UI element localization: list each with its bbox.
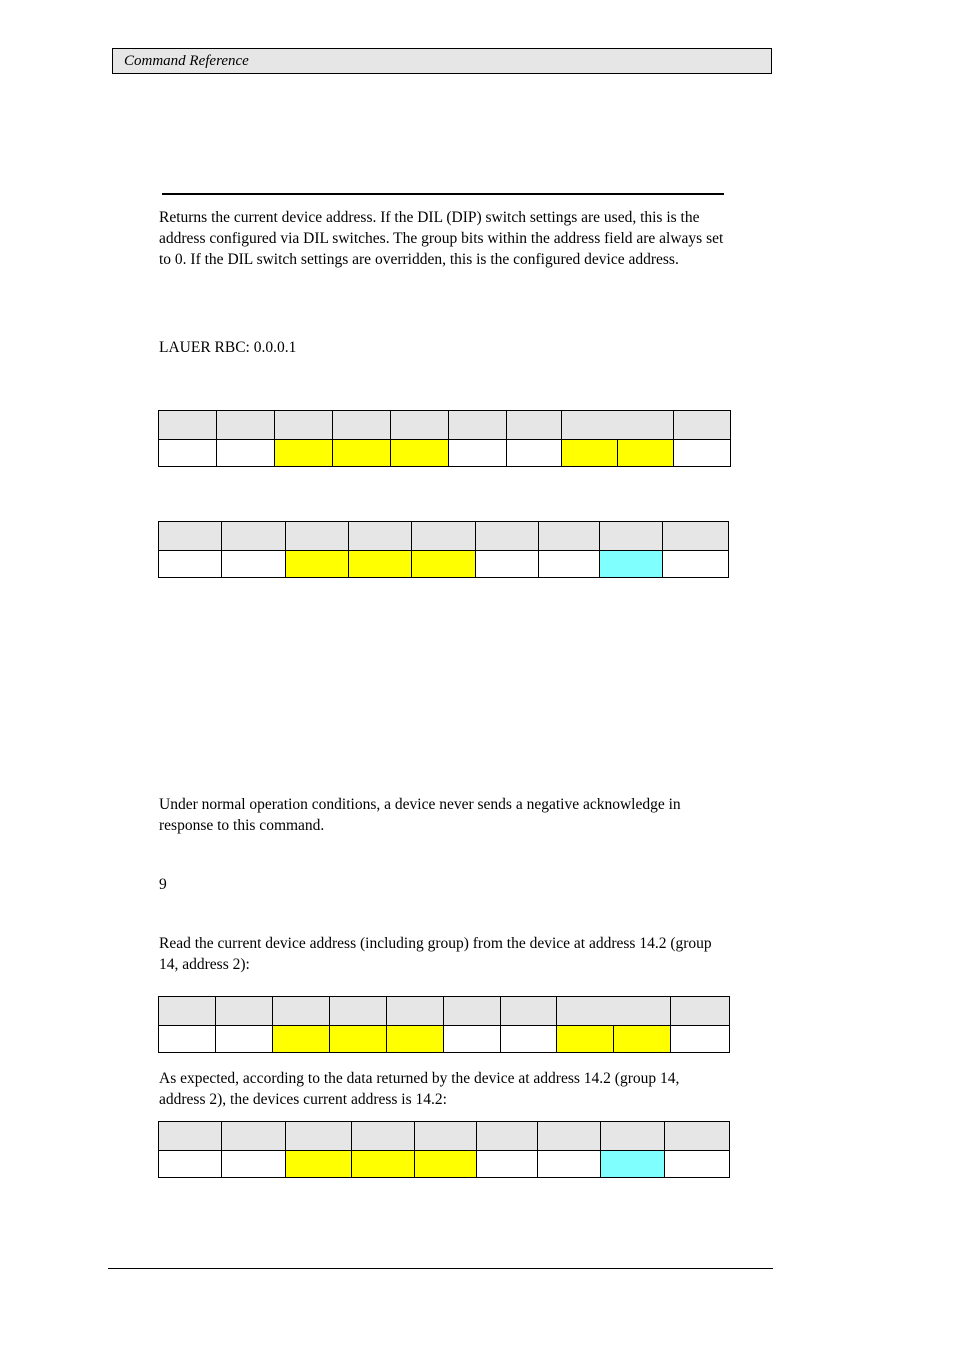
data-cell [222,551,286,578]
header-cell [159,522,222,551]
header-cell [671,997,730,1026]
data-cell [671,1026,730,1053]
example-intro: Read the current device address (including group) from the device at address 14.2 (group 14, address 2): [159,935,712,973]
example-response-table [158,1121,730,1178]
running-header-title: Command Reference [124,53,249,69]
data-cell [222,1151,286,1178]
data-cell-highlight [352,1151,415,1178]
header-cell [477,1122,538,1151]
data-cell-highlight [286,551,349,578]
data-cell-highlight [618,440,674,467]
header-cell [674,411,731,440]
data-cell [159,1151,222,1178]
data-cell [538,1151,601,1178]
header-cell [387,997,444,1026]
header-cell [286,1122,352,1151]
nack-paragraph: Under normal operation conditions, a device never sends a negative acknowledge in response to this command. [159,796,681,834]
data-cell [216,1026,273,1053]
running-header [112,48,772,74]
data-cell [476,551,539,578]
header-cell [391,411,449,440]
table-header-row [159,1122,730,1151]
data-cell [444,1026,501,1053]
data-cell-highlight [349,551,412,578]
header-cell [330,997,387,1026]
header-cell [449,411,507,440]
table-data-row [159,440,731,467]
response-format-table [158,521,729,578]
header-cell [415,1122,477,1151]
header-cell [476,522,539,551]
data-cell [159,440,217,467]
header-cell [538,1122,601,1151]
data-cell-highlight [333,440,391,467]
description-paragraph: Returns the current device address. If the DIL (DIP) switch settings are used, this is the address configured via DIL switches. The group bits within the address field are always set to 0. If the DIL switch settings are overridden, this is the configured device address. [159,209,724,268]
section-divider [162,193,724,195]
header-cell [539,522,600,551]
data-cell-highlight [562,440,618,467]
header-cell [222,1122,286,1151]
header-cell [159,411,217,440]
support-line: LAUER RBC: 0.0.0.1 [159,339,297,356]
header-cell [286,522,349,551]
data-cell-cyan [601,1151,665,1178]
example-request-table [158,996,730,1053]
data-cell [539,551,600,578]
data-cell-highlight [273,1026,330,1053]
header-cell [507,411,562,440]
header-cell [600,522,663,551]
header-cell-merged [562,411,674,440]
header-cell [333,411,391,440]
header-cell [352,1122,415,1151]
table-header-row [159,997,730,1026]
header-cell [217,411,275,440]
data-cell-highlight [387,1026,444,1053]
header-cell [663,522,729,551]
data-cell-cyan [600,551,663,578]
footer-divider [108,1268,773,1269]
table-data-row [159,1026,730,1053]
header-cell [601,1122,665,1151]
header-cell [349,522,412,551]
data-cell [663,551,729,578]
header-cell [412,522,476,551]
example-result: As expected, according to the data returned by the device at address 14.2 (group 14, address 2), the devices current address is 14.2: [159,1070,680,1108]
command-code: 9 [159,876,167,893]
data-cell-highlight [275,440,333,467]
data-cell [449,440,507,467]
data-cell-highlight [330,1026,387,1053]
header-cell [216,997,273,1026]
table-header-row [159,522,729,551]
data-cell [159,1026,216,1053]
table-header-row [159,411,731,440]
table-data-row [159,551,729,578]
table-data-row [159,1151,730,1178]
header-cell-merged [557,997,671,1026]
data-cell [477,1151,538,1178]
header-cell [275,411,333,440]
data-cell-highlight [286,1151,352,1178]
header-cell [665,1122,730,1151]
header-cell [159,997,216,1026]
request-format-table [158,410,731,467]
header-cell [273,997,330,1026]
data-cell-highlight [391,440,449,467]
data-cell-highlight [412,551,476,578]
data-cell [507,440,562,467]
data-cell-highlight [557,1026,614,1053]
data-cell [674,440,731,467]
header-cell [444,997,501,1026]
header-cell [159,1122,222,1151]
data-cell [501,1026,557,1053]
data-cell-highlight [415,1151,477,1178]
data-cell [159,551,222,578]
header-cell [501,997,557,1026]
data-cell [665,1151,730,1178]
header-cell [222,522,286,551]
data-cell-highlight [614,1026,671,1053]
data-cell [217,440,275,467]
